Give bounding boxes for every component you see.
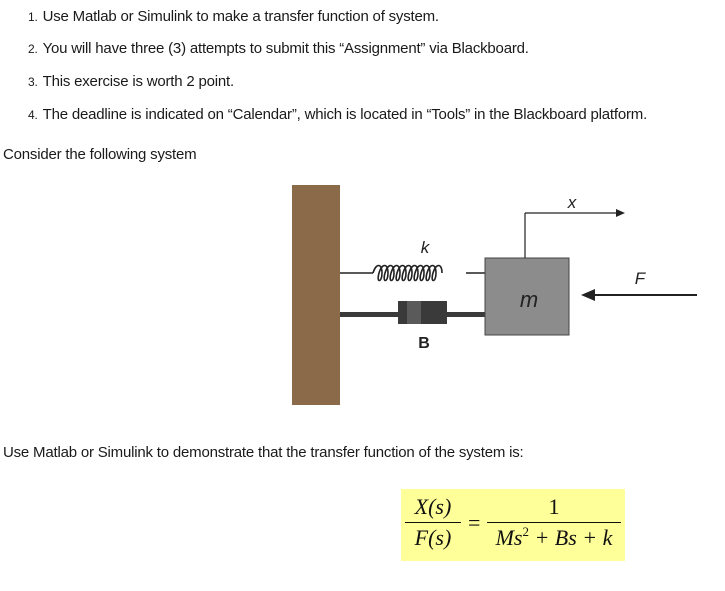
instruction-text: You will have three (3) attempts to submit this “Assignment” via Blackboard. bbox=[42, 40, 529, 57]
intro-text: Consider the following system bbox=[3, 146, 197, 163]
displacement-arrow bbox=[525, 209, 625, 258]
label-F: F bbox=[634, 269, 646, 288]
instruction-item-3 bbox=[28, 73, 234, 90]
lhs-denominator: F(s) bbox=[414, 525, 452, 550]
instruction-text: The deadline is indicated on “Calendar”, which is located in “Tools” in the Blackboard platform. bbox=[42, 106, 648, 123]
rhs-den-term-a: Ms bbox=[495, 525, 523, 550]
spring bbox=[340, 266, 485, 281]
instruction-item-4 bbox=[28, 106, 647, 123]
wall bbox=[292, 185, 340, 405]
rhs-fraction-bar bbox=[487, 522, 621, 523]
rhs-den-exponent: 2 bbox=[522, 524, 529, 539]
label-k: k bbox=[420, 238, 430, 257]
equals-sign: = bbox=[468, 510, 481, 535]
lhs-numerator: X(s) bbox=[414, 494, 452, 519]
demo-text: Use Matlab or Simulink to demonstrate that the transfer function of the system is: bbox=[3, 444, 524, 461]
instruction-text: This exercise is worth 2 point. bbox=[42, 73, 234, 90]
instruction-number: 3. bbox=[28, 75, 38, 89]
label-x: x bbox=[567, 193, 577, 212]
rhs-numerator: 1 bbox=[548, 494, 560, 519]
transfer-function-formula bbox=[401, 489, 625, 561]
rhs-fraction bbox=[487, 494, 621, 551]
instruction-number: 1. bbox=[28, 10, 38, 24]
label-m: m bbox=[519, 287, 539, 312]
lhs-fraction bbox=[405, 494, 461, 551]
instruction-number: 2. bbox=[28, 42, 38, 56]
instruction-text: Use Matlab or Simulink to make a transfer function of system. bbox=[42, 8, 439, 25]
instruction-number: 4. bbox=[28, 108, 38, 122]
label-B: B bbox=[418, 335, 430, 352]
force-arrow bbox=[581, 289, 697, 301]
rhs-den-term-b: + Bs + k bbox=[528, 525, 613, 550]
instruction-item-1 bbox=[28, 8, 439, 25]
damper bbox=[340, 301, 485, 324]
mass-spring-damper-diagram bbox=[285, 180, 705, 410]
rhs-denominator bbox=[487, 525, 621, 551]
instruction-item-2 bbox=[28, 40, 529, 57]
lhs-fraction-bar bbox=[405, 522, 461, 523]
